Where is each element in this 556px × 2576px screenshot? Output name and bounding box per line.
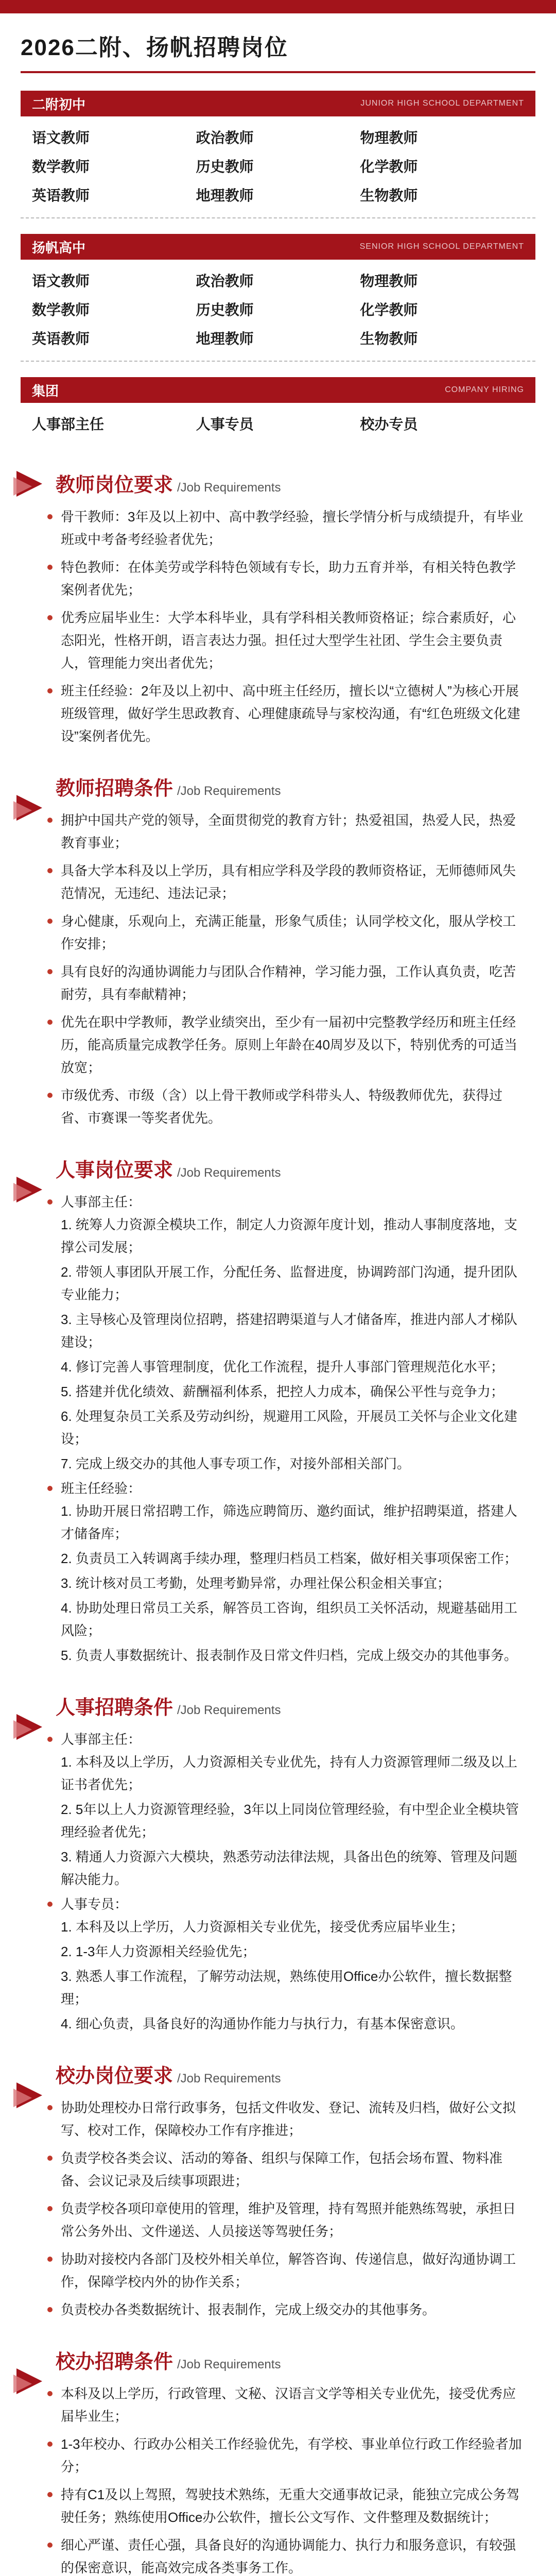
post-item: 生物教师 xyxy=(360,331,418,347)
list-item: 3. 主导核心及管理岗位招聘，搭建招聘渠道与人才储备库，推进内部人才梯队建设； xyxy=(61,1312,517,1350)
post-item: 历史教师 xyxy=(196,159,254,175)
section-subheading: /Job Requirements xyxy=(177,481,281,495)
list-item: 负责学校各类会议、活动的筹备、组织与保障工作，包括会场布置、物料准备、会议记录及后续事项跟进； xyxy=(45,2147,525,2192)
post-item: 语文教师 xyxy=(32,273,90,289)
teacher-cond-block xyxy=(0,772,556,1129)
list-item: 优先在职中学教师，教学业绩突出，至少有一届初中完整教学经历和班主任经历，能高质量完成教学任务。原则上年龄在40周岁及以下，特别优秀的可适当放宽； xyxy=(45,1011,525,1079)
post-item: 化学教师 xyxy=(360,159,418,175)
senior-title: 扬帆高中 xyxy=(32,240,86,256)
junior-title: 二附初中 xyxy=(32,96,86,112)
top-accent-bar xyxy=(0,0,556,13)
list-item: 本科及以上学历，行政管理、文秘、汉语言文学等相关专业优先，接受优秀应届毕业生； xyxy=(45,2382,525,2428)
list-item: 1. 协助开展日常招聘工作，筛选应聘简历、邀约面试，维护招聘渠道，搭建人才储备库； xyxy=(61,1503,517,1541)
list-item: 2. 带领人事团队开展工作，分配任务、监督进度，协调跨部门沟通，提升团队专业能力； xyxy=(61,1264,517,1302)
group-label: 人事专员： xyxy=(45,1893,525,1916)
senior-post-grid xyxy=(21,260,535,359)
post-item: 数学教师 xyxy=(32,159,90,175)
post-item: 人事部主任 xyxy=(32,416,105,432)
section-subheading: /Job Requirements xyxy=(177,1166,281,1180)
list-item: 协助处理校办日常行政事务，包括文件收发、登记、流转及归档，做好公文拟写、校对工作，保障校办工作有序推进； xyxy=(45,2096,525,2142)
section-subheading: /Job Requirements xyxy=(177,2358,281,2371)
list-item: 1. 统筹人力资源全模块工作，制定人力资源年度计划，推动人事制度落地，支撑公司发展； xyxy=(61,1217,517,1255)
senior-section xyxy=(21,234,535,362)
list-item: 3. 熟悉人事工作流程，了解劳动法规，熟练使用Office办公软件，擅长数据整理； xyxy=(61,1969,512,2007)
post-item: 历史教师 xyxy=(196,302,254,318)
list-item: 3. 统计核对员工考勤，处理考勤异常，办理社保公积金相关事宜； xyxy=(61,1575,450,1591)
list-item: 负责学校各项印章使用的管理，维护及管理，持有驾照并能熟练驾驶，承担日常公务外出、文件递送、人员接送等驾驶任务； xyxy=(45,2197,525,2243)
post-item: 英语教师 xyxy=(32,331,90,347)
post-item: 物理教师 xyxy=(360,130,418,146)
title-divider xyxy=(21,71,535,73)
section-heading: 校办岗位要求 xyxy=(56,2065,173,2087)
list-item: 具有良好的沟通协调能力与团队合作精神，学习能力强，工作认真负责，吃苦耐劳，具有奉献精神； xyxy=(45,960,525,1006)
list-item: 3. 精通人力资源六大模块，熟悉劳动法律法规，具备出色的统筹、管理及问题解决能力。 xyxy=(61,1849,517,1887)
office-req-block xyxy=(0,2060,556,2321)
list-item: 市级优秀、市级（含）以上骨干教师或学科带头人、特级教师优先，获得过省、市赛课一等奖者优先。 xyxy=(45,1084,525,1129)
list-item: 5. 搭建并优化绩效、薪酬福利体系，把控人力成本，确保公平性与竞争力； xyxy=(61,1384,504,1399)
list-item: 身心健康，乐观向上，充满正能量，形象气质佳；认同学校文化，服从学校工作安排； xyxy=(45,910,525,955)
triangle-icon xyxy=(11,466,47,502)
list-item: 4. 细心负责，具备良好的沟通协作能力与执行力，有基本保密意识。 xyxy=(61,2016,464,2031)
post-item: 人事专员 xyxy=(196,416,254,432)
senior-header xyxy=(21,234,535,260)
list-item: 1. 本科及以上学历，人力资源相关专业优先，接受优秀应届毕业生； xyxy=(61,1919,464,1935)
section-heading: 教师招聘条件 xyxy=(56,778,173,800)
post-item: 语文教师 xyxy=(32,130,90,146)
list-item: 特色教师：在体美劳或学科特色领域有专长，助力五育并举，有相关特色教学案例者优先； xyxy=(45,556,525,601)
post-item: 数学教师 xyxy=(32,302,90,318)
triangle-icon xyxy=(11,2363,47,2399)
list-item: 细心严谨、责任心强，具备良好的沟通协调能力、执行力和服务意识，有较强的保密意识，能高效完成各类事务工作。 xyxy=(45,2534,525,2576)
hr-req-block xyxy=(0,1154,556,1667)
post-item: 校办专员 xyxy=(360,416,418,432)
group-label: 人事部主任： xyxy=(45,1191,525,1213)
section-subheading: /Job Requirements xyxy=(177,1703,281,1717)
list-item: 7. 完成上级交办的其他人事专项工作，对接外部相关部门。 xyxy=(61,1456,410,1471)
post-item: 地理教师 xyxy=(196,188,254,204)
post-item: 英语教师 xyxy=(32,188,90,204)
section-subheading: /Job Requirements xyxy=(177,2072,281,2086)
triangle-icon xyxy=(11,2077,47,2113)
hr-cond-block xyxy=(0,1691,556,2035)
list-item: 班主任经验：2年及以上初中、高中班主任经历，擅长以“立德树人”为核心开展班级管理，做好学生思政教育、心理健康疏导与家校沟通，有“红色班级文化建设”案例者优先。 xyxy=(45,680,525,748)
junior-header xyxy=(21,91,535,116)
teacher-req-block xyxy=(0,469,556,748)
group-label: 班主任经验： xyxy=(45,1477,525,1500)
section-heading: 人事岗位要求 xyxy=(56,1160,173,1181)
divider xyxy=(21,217,535,218)
senior-en: SENIOR HIGH SCHOOL DEPARTMENT xyxy=(359,242,524,251)
triangle-icon xyxy=(11,1709,47,1745)
junior-post-grid xyxy=(21,116,535,215)
group-title: 集团 xyxy=(32,383,59,399)
post-item: 化学教师 xyxy=(360,302,418,318)
post-item: 地理教师 xyxy=(196,331,254,347)
list-item: 2. 负责员工入转调离手续办理，整理归档员工档案，做好相关事项保密工作； xyxy=(61,1551,517,1566)
list-item: 拥护中国共产党的领导，全面贯彻党的教育方针；热爱祖国，热爱人民，热爱教育事业； xyxy=(45,809,525,854)
post-item: 生物教师 xyxy=(360,188,418,204)
triangle-icon xyxy=(11,1172,47,1208)
section-heading: 校办招聘条件 xyxy=(56,2351,173,2373)
list-item: 持有C1及以上驾照，驾驶技术熟练，无重大交通事故记录，能独立完成公务驾驶任务；熟练使用Office办公软件，擅长公文写作、文件整理及数据统计； xyxy=(45,2483,525,2529)
divider xyxy=(21,361,535,362)
list-item: 4. 协助处理日常员工关系，解答员工咨询，组织员工关怀活动，规避基础用工风险； xyxy=(61,1600,517,1638)
list-item: 优秀应届毕业生：大学本科毕业，具有学科相关教师资格证；综合素质好，心态阳光，性格开朗，语言表达力强。担任过大型学生社团、学生会主要负责人，管理能力突出者优先； xyxy=(45,606,525,674)
page-title: 2026二附、扬帆招聘岗位 xyxy=(21,35,288,60)
post-item: 政治教师 xyxy=(196,273,254,289)
list-item: 负责校办各类数据统计、报表制作，完成上级交办的其他事务。 xyxy=(45,2298,525,2321)
group-header xyxy=(21,377,535,403)
group-label: 人事部主任： xyxy=(45,1728,525,1751)
list-item: 1-3年校办、行政办公相关工作经验优先，有学校、事业单位行政工作经验者加分； xyxy=(45,2433,525,2478)
list-item: 骨干教师：3年及以上初中、高中教学经验，擅长学情分析与成绩提升，有毕业班或中考备考经验者优先； xyxy=(45,505,525,551)
junior-en: JUNIOR HIGH SCHOOL DEPARTMENT xyxy=(360,99,524,108)
list-item: 协助对接校内各部门及校外相关单位，解答咨询、传递信息，做好沟通协调工作，保障学校内外的协作关系； xyxy=(45,2248,525,2293)
list-item: 4. 修订完善人事管理制度，优化工作流程，提升人事部门管理规范化水平； xyxy=(61,1359,504,1375)
group-post-grid xyxy=(21,403,535,444)
section-heading: 教师岗位要求 xyxy=(56,474,173,496)
post-item: 物理教师 xyxy=(360,273,418,289)
post-item: 政治教师 xyxy=(196,130,254,146)
section-subheading: /Job Requirements xyxy=(177,784,281,798)
triangle-icon xyxy=(11,790,47,826)
group-en: COMPANY HIRING xyxy=(445,385,524,394)
list-item: 5. 负责人事数据统计、报表制作及日常文件归档，完成上级交办的其他事务。 xyxy=(61,1648,517,1663)
list-item: 2. 5年以上人力资源管理经验，3年以上同岗位管理经验，有中型企业全模块管理经验者优先； xyxy=(61,1802,519,1840)
office-cond-block xyxy=(0,2346,556,2576)
section-heading: 人事招聘条件 xyxy=(56,1697,173,1719)
list-item: 2. 1-3年人力资源相关经验优先； xyxy=(61,1944,256,1959)
junior-section xyxy=(21,91,535,218)
group-section xyxy=(21,377,535,444)
list-item: 具备大学本科及以上学历，具有相应学科及学段的教师资格证，无师德师风失范情况，无违纪、违法记录； xyxy=(45,859,525,905)
list-item: 6. 处理复杂员工关系及劳动纠纷，规避用工风险，开展员工关怀与企业文化建设； xyxy=(61,1409,517,1447)
list-item: 1. 本科及以上学历，人力资源相关专业优先，持有人力资源管理师二级及以上证书者优先； xyxy=(61,1754,517,1792)
